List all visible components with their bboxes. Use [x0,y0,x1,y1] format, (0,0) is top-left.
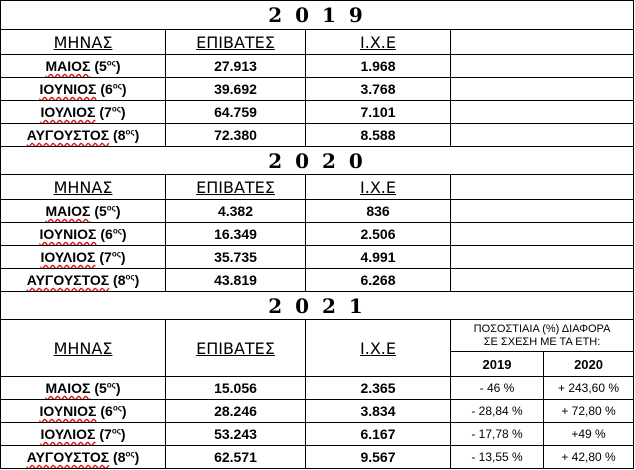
passengers-cell: 27.913 [166,55,306,78]
diff-2019-cell: - 17,78 % [451,423,544,446]
cars-cell: 1.968 [306,55,451,78]
table-row [1,269,634,292]
table-row [1,101,634,124]
cars-cell: 8.588 [306,124,451,147]
month-cell: ΑΥΓΟΥΣΤΟΣ $(8^{o\varsigma})$ [1,446,166,469]
table-row [1,78,634,101]
table-row [1,377,634,400]
month-cell: ΜΑΙΟΣ $(5^{o\varsigma})$ [1,377,166,400]
table-row [1,200,634,223]
month-cell: ΑΥΓΟΥΣΤΟΣ $(8^{o\varsigma})$ [1,269,166,292]
col-cars-header: Ι.Χ.Ε [306,175,451,200]
sub-2019-header: 2019 [451,352,544,377]
cars-cell: 3.834 [306,400,451,423]
diff-2019-cell: - 28,84 % [451,400,544,423]
table-row [1,55,634,78]
col-passengers-header: ΕΠΙΒΑΤΕΣ [166,320,306,377]
passengers-cell: 28.246 [166,400,306,423]
pct-diff-header: ΠΟΣΟΣΤΙΑΙΑ (%) ΔΙΑΦΟΡΑ ΣΕ ΣΧΕΣΗ ΜΕ ΤΑ ΕΤΗ: [451,320,634,352]
month-cell: ΜΑΙΟΣ $(5^{o\varsigma})$ [1,200,166,223]
diff-2020-cell: +49 % [544,423,634,446]
table-row [1,223,634,246]
month-cell: ΙΟΥΛΙΟΣ $(7^{o\varsigma})$ [1,101,166,124]
passengers-cell: 62.571 [166,446,306,469]
diff-2019-cell: - 46 % [451,377,544,400]
cars-cell: 3.768 [306,78,451,101]
year-row-2019 [1,1,634,30]
cars-cell: 9.567 [306,446,451,469]
passengers-cell: 4.382 [166,200,306,223]
cars-cell: 6.268 [306,269,451,292]
year-row-2021 [1,292,634,320]
passengers-cell: 64.759 [166,101,306,124]
month-cell: ΙΟΥΛΙΟΣ $(7^{o\varsigma})$ [1,246,166,269]
month-cell: ΙΟΥΛΙΟΣ $(7^{o\varsigma})$ [1,423,166,446]
table-row [1,423,634,446]
col-passengers-header: ΕΠΙΒΑΤΕΣ [166,175,306,200]
table-row [1,246,634,269]
passengers-cell: 16.349 [166,223,306,246]
sub-2020-header: 2020 [544,352,634,377]
cars-cell: 2.365 [306,377,451,400]
passengers-cell: 53.243 [166,423,306,446]
cars-cell: 7.101 [306,101,451,124]
passengers-cell: 35.735 [166,246,306,269]
month-cell: ΙΟΥΝΙΟΣ $(6^{o\varsigma})$ [1,400,166,423]
header-row-2020 [1,175,634,200]
col-month-header: ΜΗΝΑΣ [1,320,166,377]
month-cell: ΜΑΙΟΣ $(5^{o\varsigma})$ [1,55,166,78]
cars-cell: 2.506 [306,223,451,246]
table-row [1,124,634,147]
col-passengers-header: ΕΠΙΒΑΤΕΣ [166,30,306,55]
col-month-header: ΜΗΝΑΣ [1,30,166,55]
diff-2020-cell: + 42,80 % [544,446,634,469]
table-row [1,400,634,423]
year-2019: 2 0 1 9 [1,1,634,30]
table-row [1,446,634,469]
passengers-cell: 43.819 [166,269,306,292]
col-month-header: ΜΗΝΑΣ [1,175,166,200]
col-cars-header: Ι.Χ.Ε [306,320,451,377]
header-row-2021 [1,320,634,352]
year-2020: 2 0 2 0 [1,147,634,175]
year-row-2020 [1,147,634,175]
month-cell: ΙΟΥΝΙΟΣ $(6^{o\varsigma})$ [1,78,166,101]
header-row-2019 [1,30,634,55]
diff-2020-cell: + 72,80 % [544,400,634,423]
col-cars-header: Ι.Χ.Ε [306,30,451,55]
cars-cell: 6.167 [306,423,451,446]
year-2021: 2 0 2 1 [1,292,634,320]
passengers-cell: 72.380 [166,124,306,147]
cars-cell: 836 [306,200,451,223]
passengers-cell: 39.692 [166,78,306,101]
diff-2020-cell: + 243,60 % [544,377,634,400]
passengers-cell: 15.056 [166,377,306,400]
cars-cell: 4.991 [306,246,451,269]
month-cell: ΙΟΥΝΙΟΣ $(6^{o\varsigma})$ [1,223,166,246]
month-cell: ΑΥΓΟΥΣΤΟΣ $(8^{o\varsigma})$ [1,124,166,147]
diff-2019-cell: - 13,55 % [451,446,544,469]
